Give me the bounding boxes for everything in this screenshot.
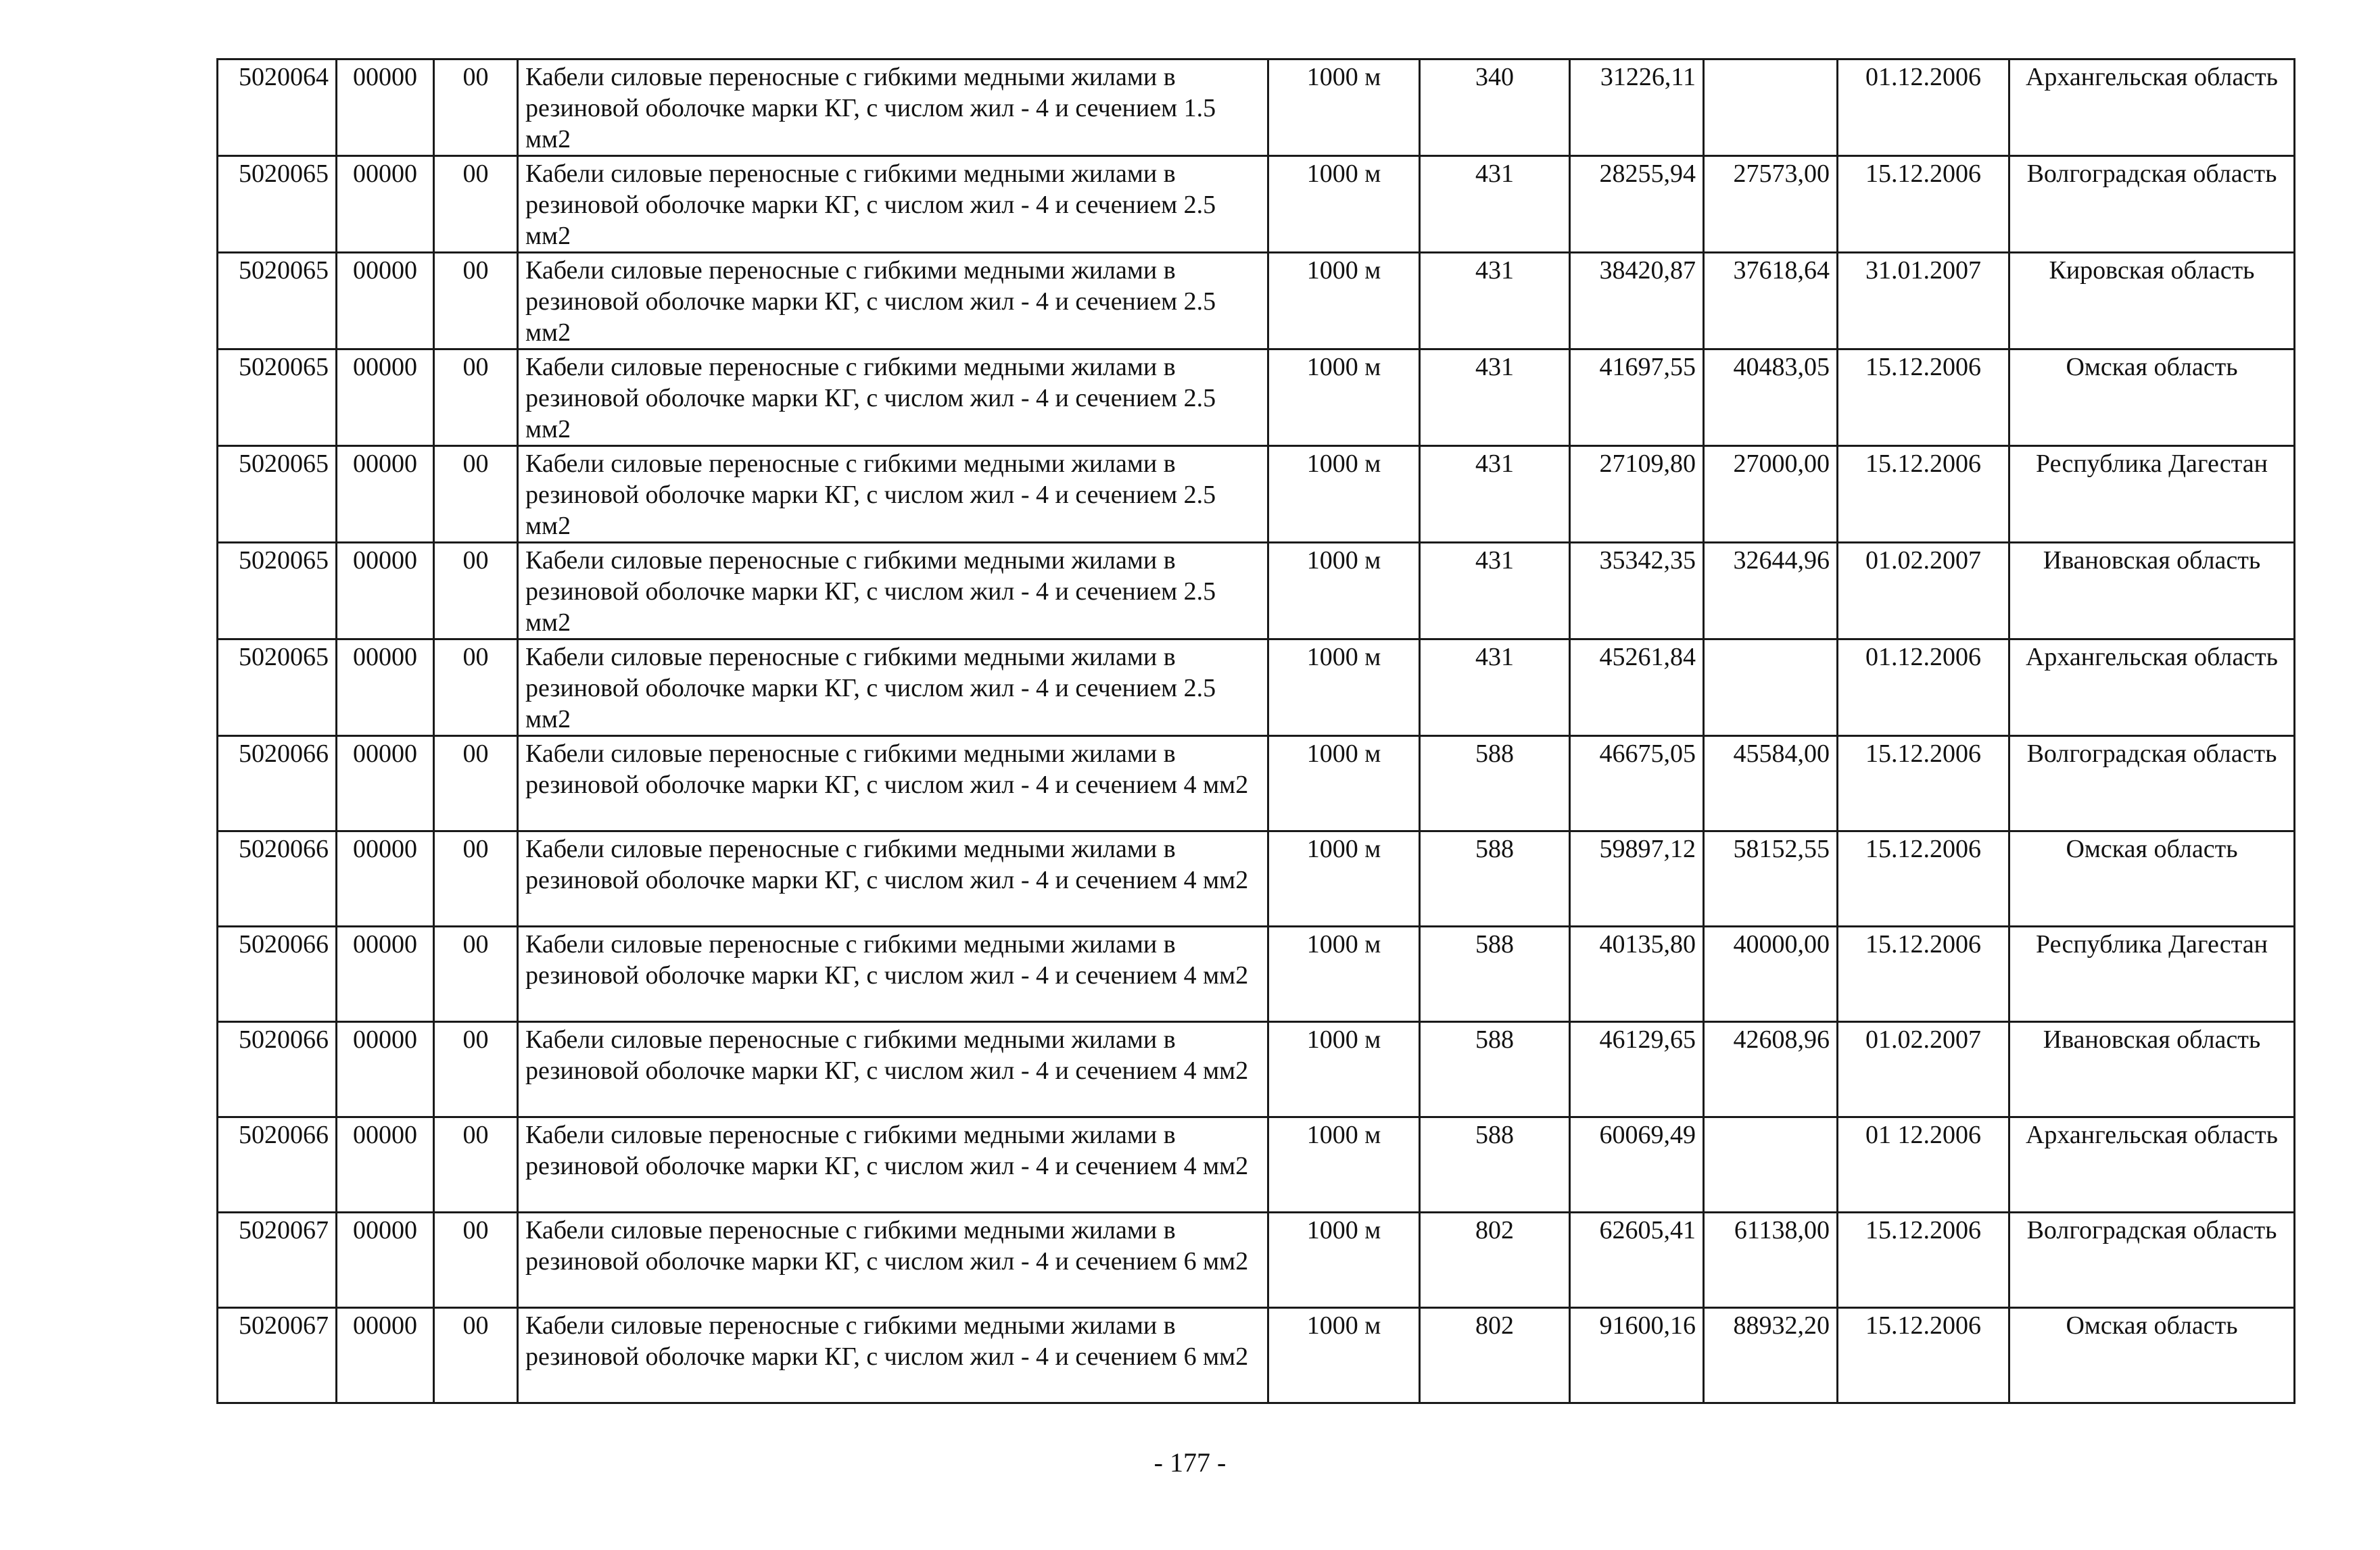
cell-price-alt: 40483,05 <box>1704 349 1838 446</box>
cell-unit: 1000 м <box>1268 927 1420 1022</box>
cell-date: 15.12.2006 <box>1838 831 2009 927</box>
cell-price: 31226,11 <box>1570 59 1704 156</box>
cell-unit-code: 588 <box>1420 736 1570 831</box>
cell-date: 15.12.2006 <box>1838 736 2009 831</box>
cell-date: 01 12.2006 <box>1838 1117 2009 1213</box>
cell-subcode: 00000 <box>337 1213 434 1308</box>
cell-unit: 1000 м <box>1268 349 1420 446</box>
cell-unit-code: 340 <box>1420 59 1570 156</box>
cell-kind: 00 <box>434 927 518 1022</box>
cell-price-alt <box>1704 639 1838 736</box>
cell-unit: 1000 м <box>1268 1117 1420 1213</box>
cell-description: Кабели силовые переносные с гибкими медными жилами в резиновой оболочке марки КГ, с числом жил - 4 и сечением 2.5 мм2 <box>518 156 1268 253</box>
cell-subcode: 00000 <box>337 543 434 639</box>
cell-code: 5020066 <box>218 736 337 831</box>
cell-code: 5020064 <box>218 59 337 156</box>
cell-kind: 00 <box>434 543 518 639</box>
cell-date: 01.02.2007 <box>1838 1022 2009 1117</box>
cell-subcode: 00000 <box>337 349 434 446</box>
cell-unit: 1000 м <box>1268 543 1420 639</box>
cell-region: Омская область <box>2009 831 2295 927</box>
cell-date: 15.12.2006 <box>1838 1213 2009 1308</box>
cell-price: 40135,80 <box>1570 927 1704 1022</box>
cell-unit-code: 431 <box>1420 543 1570 639</box>
cell-code: 5020065 <box>218 639 337 736</box>
table-row <box>218 1213 2295 1308</box>
cell-price: 41697,55 <box>1570 349 1704 446</box>
cell-price: 46675,05 <box>1570 736 1704 831</box>
cell-kind: 00 <box>434 1213 518 1308</box>
cell-date: 15.12.2006 <box>1838 927 2009 1022</box>
cell-region: Республика Дагестан <box>2009 446 2295 543</box>
cell-code: 5020067 <box>218 1213 337 1308</box>
cell-price-alt: 61138,00 <box>1704 1213 1838 1308</box>
table-row <box>218 831 2295 927</box>
table-row <box>218 927 2295 1022</box>
cell-price-alt: 42608,96 <box>1704 1022 1838 1117</box>
price-table <box>216 58 2295 1404</box>
cell-unit-code: 431 <box>1420 156 1570 253</box>
cell-region: Омская область <box>2009 1308 2295 1403</box>
cell-kind: 00 <box>434 736 518 831</box>
cell-price: 45261,84 <box>1570 639 1704 736</box>
cell-unit: 1000 м <box>1268 156 1420 253</box>
cell-kind: 00 <box>434 349 518 446</box>
cell-kind: 00 <box>434 446 518 543</box>
cell-region: Архангельская область <box>2009 639 2295 736</box>
cell-date: 31.01.2007 <box>1838 253 2009 349</box>
cell-region: Архангельская область <box>2009 1117 2295 1213</box>
cell-unit: 1000 м <box>1268 59 1420 156</box>
cell-price: 38420,87 <box>1570 253 1704 349</box>
cell-unit: 1000 м <box>1268 1022 1420 1117</box>
cell-description: Кабели силовые переносные с гибкими медными жилами в резиновой оболочке марки КГ, с числом жил - 4 и сечением 2.5 мм2 <box>518 639 1268 736</box>
cell-code: 5020065 <box>218 253 337 349</box>
cell-subcode: 00000 <box>337 927 434 1022</box>
cell-date: 15.12.2006 <box>1838 1308 2009 1403</box>
cell-date: 01.12.2006 <box>1838 639 2009 736</box>
page-number: - 177 - <box>1153 1447 1227 1478</box>
cell-price: 27109,80 <box>1570 446 1704 543</box>
cell-description: Кабели силовые переносные с гибкими медными жилами в резиновой оболочке марки КГ, с числом жил - 4 и сечением 6 мм2 <box>518 1308 1268 1403</box>
cell-unit-code: 431 <box>1420 446 1570 543</box>
cell-price: 60069,49 <box>1570 1117 1704 1213</box>
table-row <box>218 639 2295 736</box>
cell-region: Волгоградская область <box>2009 736 2295 831</box>
cell-region: Ивановская область <box>2009 1022 2295 1117</box>
cell-price: 28255,94 <box>1570 156 1704 253</box>
table-row <box>218 446 2295 543</box>
cell-price-alt: 32644,96 <box>1704 543 1838 639</box>
cell-price: 46129,65 <box>1570 1022 1704 1117</box>
cell-region: Архангельская область <box>2009 59 2295 156</box>
cell-unit-code: 431 <box>1420 349 1570 446</box>
cell-price-alt <box>1704 1117 1838 1213</box>
cell-date: 01.12.2006 <box>1838 59 2009 156</box>
cell-subcode: 00000 <box>337 1022 434 1117</box>
cell-unit: 1000 м <box>1268 639 1420 736</box>
cell-unit: 1000 м <box>1268 736 1420 831</box>
cell-subcode: 00000 <box>337 1308 434 1403</box>
cell-unit: 1000 м <box>1268 446 1420 543</box>
cell-code: 5020066 <box>218 927 337 1022</box>
cell-code: 5020065 <box>218 446 337 543</box>
cell-subcode: 00000 <box>337 59 434 156</box>
table-row <box>218 1308 2295 1403</box>
table-row <box>218 59 2295 156</box>
cell-kind: 00 <box>434 831 518 927</box>
cell-price-alt: 58152,55 <box>1704 831 1838 927</box>
cell-description: Кабели силовые переносные с гибкими медными жилами в резиновой оболочке марки КГ, с числом жил - 4 и сечением 4 мм2 <box>518 1022 1268 1117</box>
cell-region: Волгоградская область <box>2009 156 2295 253</box>
cell-subcode: 00000 <box>337 1117 434 1213</box>
cell-description: Кабели силовые переносные с гибкими медными жилами в резиновой оболочке марки КГ, с числом жил - 4 и сечением 2.5 мм2 <box>518 446 1268 543</box>
cell-kind: 00 <box>434 639 518 736</box>
cell-region: Республика Дагестан <box>2009 927 2295 1022</box>
cell-kind: 00 <box>434 253 518 349</box>
cell-unit-code: 802 <box>1420 1213 1570 1308</box>
cell-price-alt: 88932,20 <box>1704 1308 1838 1403</box>
cell-price: 35342,35 <box>1570 543 1704 639</box>
cell-kind: 00 <box>434 1308 518 1403</box>
cell-description: Кабели силовые переносные с гибкими медными жилами в резиновой оболочке марки КГ, с числом жил - 4 и сечением 4 мм2 <box>518 1117 1268 1213</box>
cell-subcode: 00000 <box>337 639 434 736</box>
cell-price-alt: 37618,64 <box>1704 253 1838 349</box>
cell-kind: 00 <box>434 1022 518 1117</box>
cell-date: 01.02.2007 <box>1838 543 2009 639</box>
cell-subcode: 00000 <box>337 156 434 253</box>
cell-date: 15.12.2006 <box>1838 156 2009 253</box>
table-row <box>218 253 2295 349</box>
table-row <box>218 736 2295 831</box>
cell-description: Кабели силовые переносные с гибкими медными жилами в резиновой оболочке марки КГ, с числом жил - 4 и сечением 2.5 мм2 <box>518 349 1268 446</box>
cell-unit-code: 802 <box>1420 1308 1570 1403</box>
cell-subcode: 00000 <box>337 253 434 349</box>
cell-description: Кабели силовые переносные с гибкими медными жилами в резиновой оболочке марки КГ, с числом жил - 4 и сечением 6 мм2 <box>518 1213 1268 1308</box>
cell-price-alt <box>1704 59 1838 156</box>
cell-description: Кабели силовые переносные с гибкими медными жилами в резиновой оболочке марки КГ, с числом жил - 4 и сечением 2.5 мм2 <box>518 543 1268 639</box>
cell-subcode: 00000 <box>337 736 434 831</box>
cell-code: 5020067 <box>218 1308 337 1403</box>
cell-price: 59897,12 <box>1570 831 1704 927</box>
table-row <box>218 543 2295 639</box>
cell-description: Кабели силовые переносные с гибкими медными жилами в резиновой оболочке марки КГ, с числом жил - 4 и сечением 4 мм2 <box>518 927 1268 1022</box>
cell-region: Кировская область <box>2009 253 2295 349</box>
cell-kind: 00 <box>434 59 518 156</box>
cell-region: Ивановская область <box>2009 543 2295 639</box>
cell-price-alt: 27000,00 <box>1704 446 1838 543</box>
cell-code: 5020066 <box>218 1022 337 1117</box>
cell-subcode: 00000 <box>337 831 434 927</box>
cell-code: 5020065 <box>218 543 337 639</box>
cell-unit-code: 588 <box>1420 1022 1570 1117</box>
cell-code: 5020065 <box>218 349 337 446</box>
cell-price: 62605,41 <box>1570 1213 1704 1308</box>
table-row <box>218 156 2295 253</box>
cell-subcode: 00000 <box>337 446 434 543</box>
cell-price-alt: 40000,00 <box>1704 927 1838 1022</box>
table-body <box>218 59 2295 1403</box>
cell-price-alt: 27573,00 <box>1704 156 1838 253</box>
cell-description: Кабели силовые переносные с гибкими медными жилами в резиновой оболочке марки КГ, с числом жил - 4 и сечением 1.5 мм2 <box>518 59 1268 156</box>
table-row <box>218 1117 2295 1213</box>
cell-description: Кабели силовые переносные с гибкими медными жилами в резиновой оболочке марки КГ, с числом жил - 4 и сечением 4 мм2 <box>518 736 1268 831</box>
cell-unit: 1000 м <box>1268 1308 1420 1403</box>
cell-price-alt: 45584,00 <box>1704 736 1838 831</box>
cell-unit: 1000 м <box>1268 1213 1420 1308</box>
cell-description: Кабели силовые переносные с гибкими медными жилами в резиновой оболочке марки КГ, с числом жил - 4 и сечением 4 мм2 <box>518 831 1268 927</box>
table-row <box>218 1022 2295 1117</box>
cell-unit-code: 588 <box>1420 1117 1570 1213</box>
cell-region: Волгоградская область <box>2009 1213 2295 1308</box>
cell-date: 15.12.2006 <box>1838 446 2009 543</box>
cell-unit: 1000 м <box>1268 831 1420 927</box>
cell-region: Омская область <box>2009 349 2295 446</box>
cell-unit-code: 588 <box>1420 927 1570 1022</box>
cell-kind: 00 <box>434 1117 518 1213</box>
cell-code: 5020066 <box>218 831 337 927</box>
cell-date: 15.12.2006 <box>1838 349 2009 446</box>
cell-code: 5020065 <box>218 156 337 253</box>
cell-price: 91600,16 <box>1570 1308 1704 1403</box>
cell-unit-code: 588 <box>1420 831 1570 927</box>
cell-code: 5020066 <box>218 1117 337 1213</box>
cell-kind: 00 <box>434 156 518 253</box>
table-row <box>218 349 2295 446</box>
cell-description: Кабели силовые переносные с гибкими медными жилами в резиновой оболочке марки КГ, с числом жил - 4 и сечением 2.5 мм2 <box>518 253 1268 349</box>
cell-unit-code: 431 <box>1420 253 1570 349</box>
cell-unit-code: 431 <box>1420 639 1570 736</box>
cell-unit: 1000 м <box>1268 253 1420 349</box>
